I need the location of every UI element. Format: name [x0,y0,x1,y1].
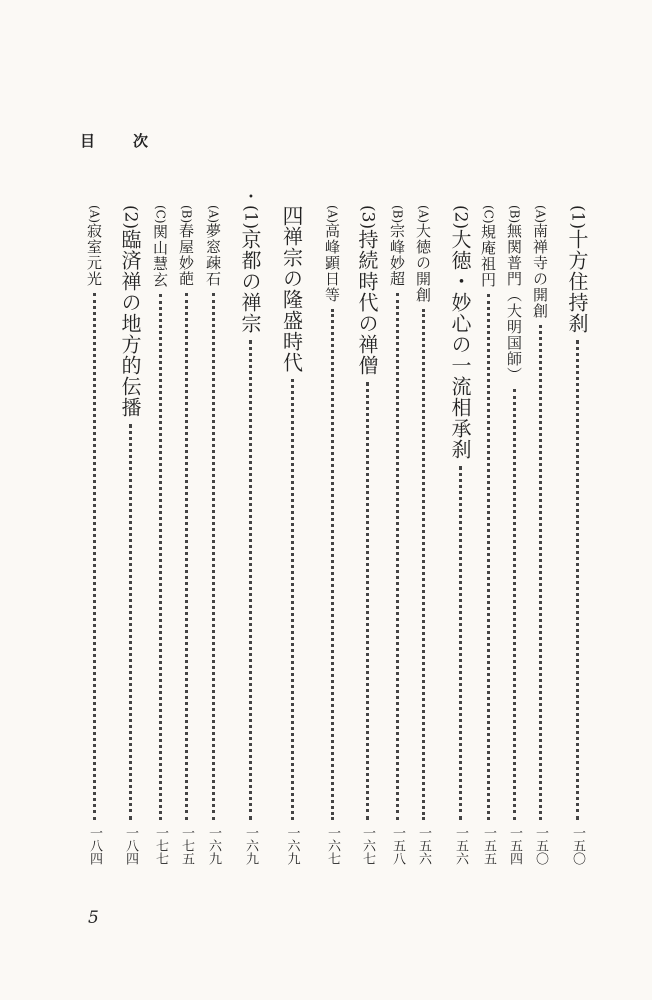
entry-title: 宗峰妙超 [388,223,406,288]
entry-title: 無関普門（大明国師） [505,223,523,384]
leader-dots [93,293,96,820]
leader-dots [185,293,188,820]
entry-title: 関山慧玄 [151,223,169,288]
entry-page: 一七五 [179,826,194,865]
entry-marker: (A) [416,205,431,224]
header-right: 次 [133,132,149,150]
entry-page: 一六九 [284,826,300,865]
entry-marker: (A) [206,205,221,224]
entry-page: 一八四 [123,826,138,865]
entry-page: 一五〇 [533,826,548,865]
toc-entry [387,205,408,865]
leader-dots [576,340,579,820]
entry-marker: (B) [507,205,522,224]
leader-dots [487,294,490,820]
leader-dots [366,382,369,820]
entry-page: 一六九 [243,826,258,865]
toc-entry [84,205,105,865]
bullet-mark: • [248,192,254,203]
leader-dots [422,309,425,820]
leader-dots [539,325,542,820]
entry-title: 寂室元光 [85,223,103,288]
entry-marker: (1) [240,205,261,230]
entry-marker: (A) [533,205,548,224]
entry-marker: (2) [450,205,471,230]
entry-page: 一七七 [153,826,168,865]
entry-marker: (B) [390,205,405,224]
toc-entry [353,205,382,865]
entry-title: 規庵祖円 [479,223,497,288]
toc-entry [176,205,197,865]
toc-entry [413,205,434,865]
entry-page: 一五〇 [570,826,585,865]
toc-entry [150,205,171,865]
toc-entry [116,205,145,865]
entry-title: 禅宗の隆盛時代 [279,226,304,373]
leader-dots [129,424,132,820]
toc-entry [530,205,551,865]
toc-entry [478,205,499,865]
entry-title: 大徳の開創 [414,223,432,304]
leader-dots [212,293,215,820]
page-number: 5 [88,908,99,928]
leader-dots [331,309,334,820]
entry-marker: (C) [481,205,496,224]
leader-dots [159,294,162,820]
entry-marker: (3) [357,205,378,230]
entry-title: 高峰顕日等 [323,223,341,304]
entry-title: 臨済禅の地方的伝播 [118,229,142,419]
entry-title: 持続時代の禅僧 [355,229,379,377]
entry-marker: 四 [280,205,304,226]
toc-entry [236,205,265,865]
entry-title: 南禅寺の開創 [531,223,549,320]
entry-marker: (C) [153,205,168,224]
entry-marker: (A) [325,205,340,224]
leader-dots [396,293,399,820]
leader-dots [513,389,516,820]
entry-marker: (B) [179,205,194,224]
entry-title: 夢窓疎石 [204,223,222,288]
entry-marker: (A) [87,205,102,224]
toc-entry [322,205,343,865]
entry-page: 一六七 [360,826,375,865]
entry-page: 一五八 [390,826,405,865]
entry-page: 一五五 [481,826,496,865]
toc-entry [203,205,224,865]
entry-page: 一五六 [453,826,468,865]
entry-page: 一六七 [325,826,340,865]
toc-entry [563,205,592,865]
toc-entry [277,205,307,865]
entry-title: 京都の禅宗 [238,229,262,335]
entry-title: 春屋妙葩 [177,223,195,288]
entry-marker: (2) [120,205,141,230]
leader-dots [459,466,462,820]
leader-dots [291,379,294,820]
toc-entry [446,205,475,865]
toc-entry [504,205,525,865]
entry-page: 一六九 [206,826,221,865]
entry-marker: (1) [567,205,588,230]
header-left: 目 [80,132,96,150]
entry-page: 一五四 [507,826,522,865]
entry-title: 十方住持刹 [565,229,589,335]
entry-page: 一五六 [416,826,431,865]
entry-page: 一八四 [87,826,102,865]
leader-dots [249,340,252,820]
entry-title: 大徳・妙心の一流相承刹 [448,229,472,461]
